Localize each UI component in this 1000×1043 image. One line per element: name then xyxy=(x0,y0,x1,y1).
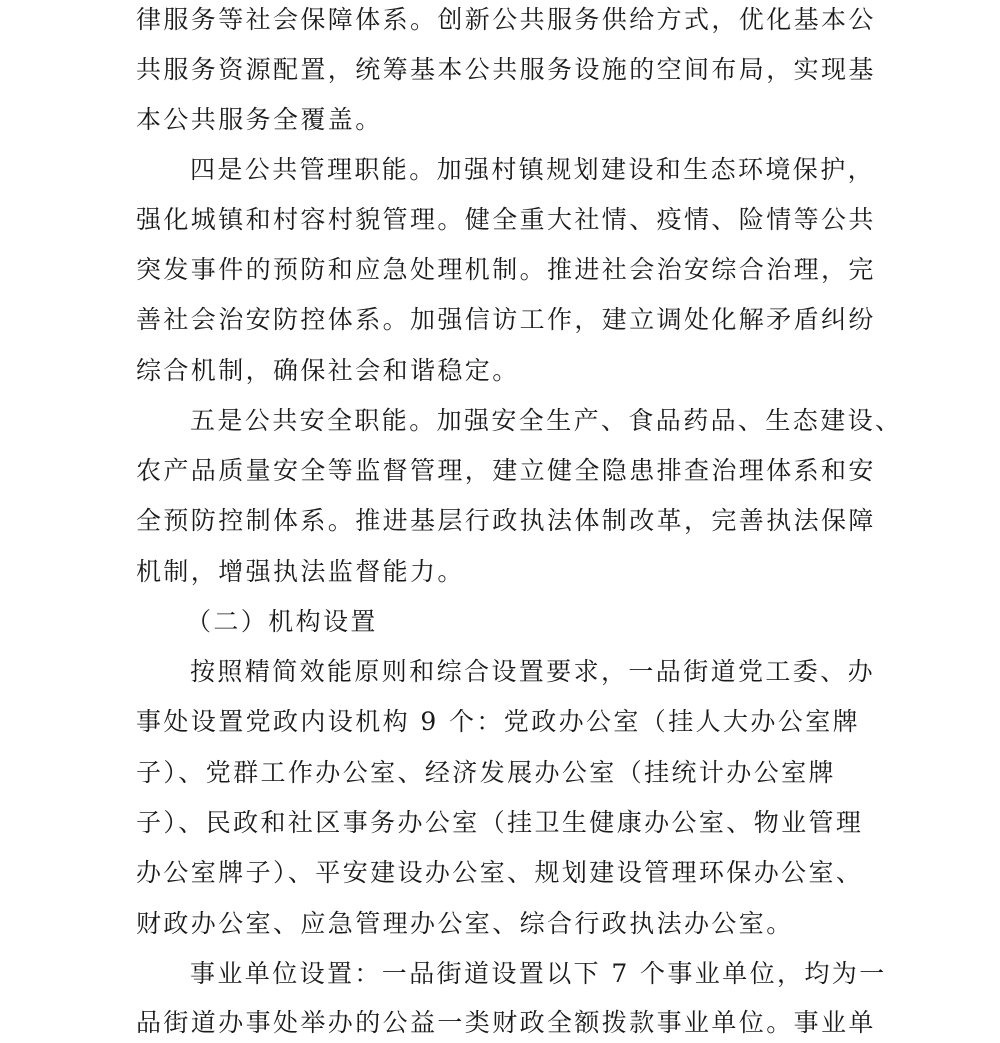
paragraph-line: 善社会治安防控体系。加强信访工作，建立调处化解矛盾纠纷 xyxy=(136,305,876,334)
paragraph-line: 按照精简效能原则和综合设置要求，一品街道党工委、办 xyxy=(190,657,876,686)
paragraph-line: 品街道办事处举办的公益一类财政全额拨款事业单位。事业单 xyxy=(136,1008,876,1037)
paragraph-line: 律服务等社会保障体系。创新公共服务供给方式，优化基本公 xyxy=(136,5,876,34)
paragraph-line: 办公室牌子）、平安建设办公室、规划建设管理环保办公室、 xyxy=(136,858,864,887)
paragraph-line: 子）、党群工作办公室、经济发展办公室（挂统计办公室牌 xyxy=(136,758,836,787)
paragraph-line: 本公共服务全覆盖。 xyxy=(136,105,383,134)
paragraph-line: 强化城镇和村容村貌管理。健全重大社情、疫情、险情等公共 xyxy=(136,205,876,234)
paragraph-line: 五是公共安全职能。加强安全生产、食品药品、生态建设、 xyxy=(190,406,903,435)
paragraph-line: 事处设置党政内设机构 9 个：党政办公室（挂人大办公室牌 xyxy=(136,707,861,736)
paragraph-line: 综合机制，确保社会和谐稳定。 xyxy=(136,356,520,385)
paragraph-line: 事业单位设置：一品街道设置以下 7 个事业单位，均为一 xyxy=(190,959,887,988)
paragraph-line: 农产品质量安全等监督管理，建立健全隐患排查治理体系和安 xyxy=(136,456,876,485)
paragraph-line: 财政办公室、应急管理办公室、综合行政执法办公室。 xyxy=(136,909,794,938)
paragraph-line: 子）、民政和社区事务办公室（挂卫生健康办公室、物业管理 xyxy=(136,808,864,837)
paragraph-line: 四是公共管理职能。加强村镇规划建设和生态环境保护， xyxy=(190,155,876,184)
paragraph-line: 机制，增强执法监督能力。 xyxy=(136,557,465,586)
section-heading: （二）机构设置 xyxy=(186,607,378,636)
paragraph-line: 全预防控制体系。推进基层行政执法体制改革，完善执法保障 xyxy=(136,506,876,535)
paragraph-line: 突发事件的预防和应急处理机制。推进社会治安综合治理，完 xyxy=(136,255,876,284)
paragraph-line: 共服务资源配置，统筹基本公共服务设施的空间布局，实现基 xyxy=(136,55,876,84)
